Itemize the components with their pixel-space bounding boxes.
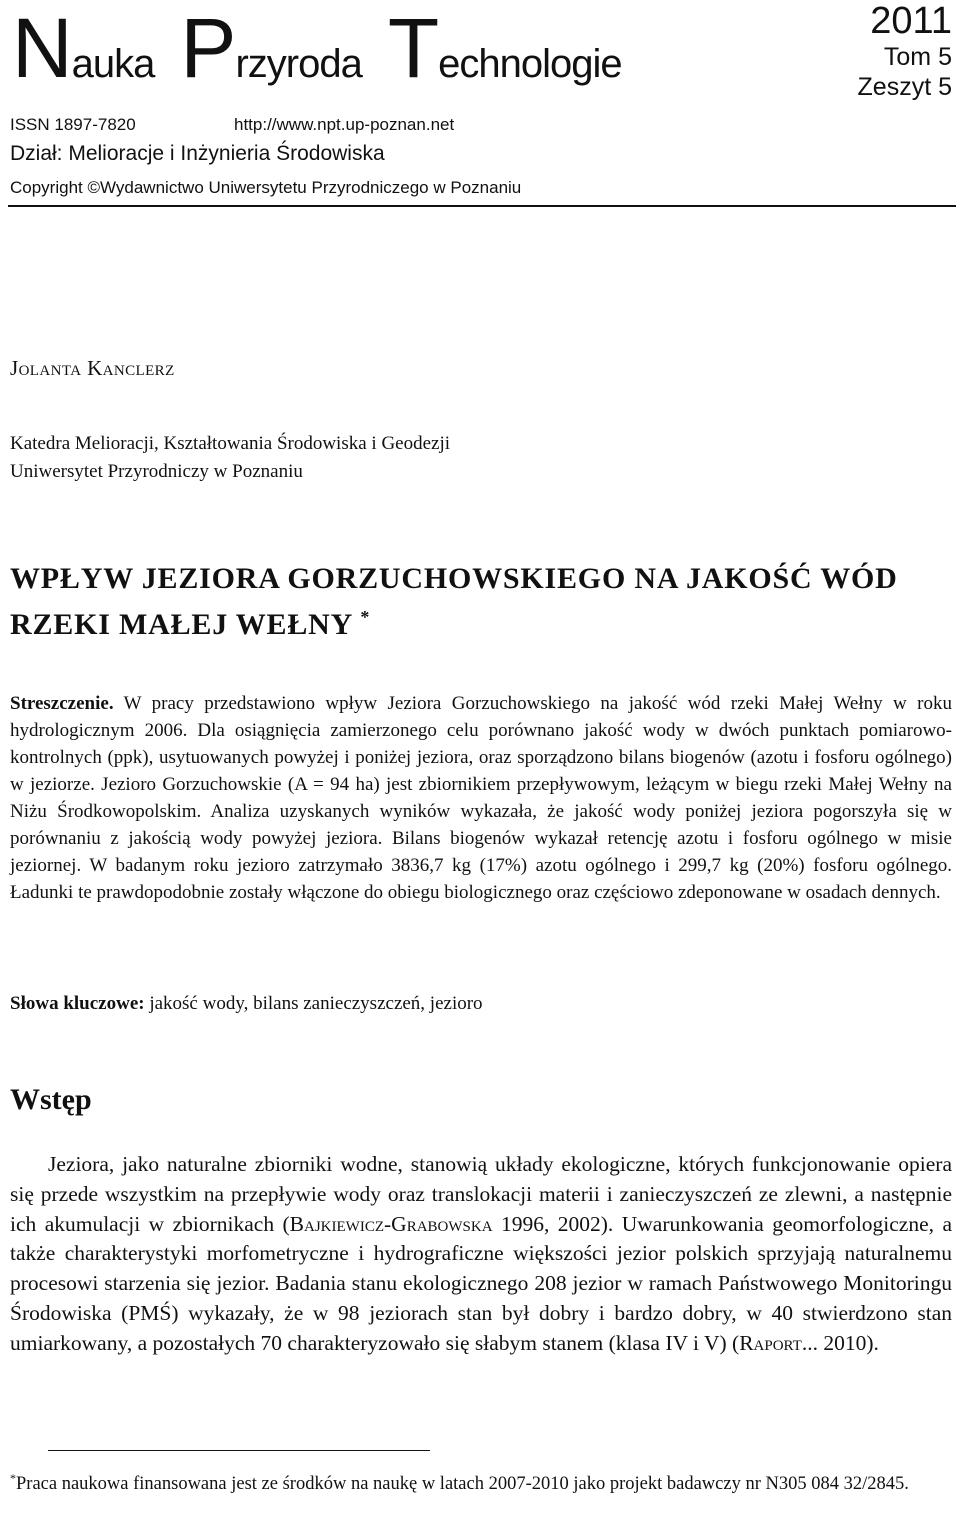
journal-name (12, 0, 648, 96)
issn: ISSN 1897-7820 (10, 115, 136, 134)
footnote (10, 1465, 952, 1497)
header-divider (8, 205, 956, 207)
citation-initial: R (739, 1330, 754, 1355)
keywords (10, 990, 483, 1017)
journal-name-initial: N (12, 1, 72, 95)
journal-name-initial: T (387, 1, 439, 95)
author-last-initial: K (87, 356, 103, 380)
author-name (10, 355, 175, 381)
abstract-text: W pracy przedstawiono wpływ Jeziora Gorzuchowskiego na jakość wód rzeki Małej Wełny w roku hydrologicznym 2006. Dla osiągnięcia zamierzonego celu porównano jakość wody w dwóch punktach pomiarowo-kontrolnych (ppk), usytuowanych powyżej i poniżej jeziora, oraz sporządzono bilans biogenów (azotu i fosforu ogólnego) w jeziorze. Jezioro Gorzuchowskie (A = 94 ha) jest zbiornikiem przepływowym, leżącym w biegu rzeki Małej Wełny na Niżu Środkowopolskim. Analiza uzyskanych wyników wykazała, że jakość wody poniżej jeziora pogorszyła się w porównaniu z jakością wody powyżej jeziora. Bilans biogenów wykazał retencję azotu i fosforu ogólnego w misie jeziornej. W badanym roku jezioro zatrzymało 3836,7 kg (17%) azotu ogólnego i 299,7 kg (20%) fosforu ogólnego. Ładunki te prawdopodobnie zostały włączone do obiegu biologicznego oraz częściowo zdeponowane w osadach dennych. (10, 693, 952, 903)
author-department: Katedra Melioracji, Kształtowania Środowiska i Geodezji (10, 433, 451, 454)
journal-url[interactable]: http://www.npt.up-poznan.net (234, 115, 455, 134)
journal-name-word: echnologie (438, 42, 622, 86)
journal-name-initial: P (180, 1, 236, 95)
abstract (10, 690, 952, 906)
journal-volume: Tom 5 (883, 43, 952, 71)
footnote-divider (48, 1450, 430, 1451)
author-affiliation (10, 430, 450, 486)
keywords-text: jakość wody, bilans zanieczyszczeń, jezioro (149, 993, 483, 1014)
footnote-text: Praca naukowa finansowana jest ze środków na naukę w latach 2007-2010 jako projekt badawczy nr N305 084 32/2845. (16, 1474, 909, 1495)
article-title-line2: RZEKI MAŁEJ WEŁNY (10, 608, 352, 641)
intro-text-part3: ... 2010). (801, 1330, 879, 1355)
citation-initial: -G (384, 1211, 407, 1236)
issue-info (858, 0, 952, 102)
citation-name: aport (753, 1330, 802, 1355)
abstract-label: Streszczenie. (10, 693, 114, 714)
journal-name-word: auka (71, 42, 155, 86)
copyright: Copyright ©Wydawnictwo Uniwersytetu Przyrodniczego w Poznaniu (10, 178, 522, 197)
section-heading: Wstęp (10, 1083, 92, 1116)
author-first-rest: olanta (18, 356, 82, 380)
journal-issue: Zeszyt 5 (857, 73, 952, 101)
journal-name-word: rzyroda (235, 42, 362, 86)
intro-text-part2: 1996, 2002). Uwarunkowania geomorfologiczne, a także charakterystyki morfometryczne i hydrograficzne większości jezior polskich sprzyjają naturalnemu procesowi starzenia się jezior. Badania stanu ekologicznego 208 jezior w ramach Państwowego Monitoringu Środowiska (PMŚ) wykazały, że w 98 jeziorach stan był dobry i bardzo dobry, w 40 stwierdzono stan umiarkowany, a pozostałych 70 charakteryzowało się słabym stanem (klasa IV i V) ( (10, 1211, 952, 1355)
article-title (10, 560, 940, 644)
citation-name: ajkiewicz (304, 1211, 384, 1236)
journal-section: Dział: Melioracje i Inżynieria Środowiska (10, 142, 385, 165)
author-university: Uniwersytet Przyrodniczy w Poznaniu (10, 461, 303, 482)
article-title-line1: WPŁYW JEZIORA GORZUCHOWSKIEGO NA JAKOŚĆ WÓD (10, 562, 898, 595)
citation-name: rabowska (406, 1211, 493, 1236)
journal-year: 2011 (870, 0, 952, 42)
intro-paragraph (10, 1150, 952, 1359)
author-first-initial: J (10, 356, 19, 380)
intro-text-part1: Jeziora, jako naturalne zbiorniki wodne, stanowią układy ekologiczne, których funkcjonowanie opiera się przede wszystkim na przepływie wody oraz translokacji materii i zanieczyszczeń ze zlewni, a następnie ich akumulacji w zbiornikach ( (10, 1152, 952, 1236)
citation-initial: B (289, 1211, 305, 1236)
footnote-mark: * (10, 1471, 16, 1485)
author-last-rest: anclerz (102, 356, 175, 380)
title-footnote-mark: * (360, 607, 371, 627)
keywords-label: Słowa kluczowe: (10, 993, 145, 1014)
